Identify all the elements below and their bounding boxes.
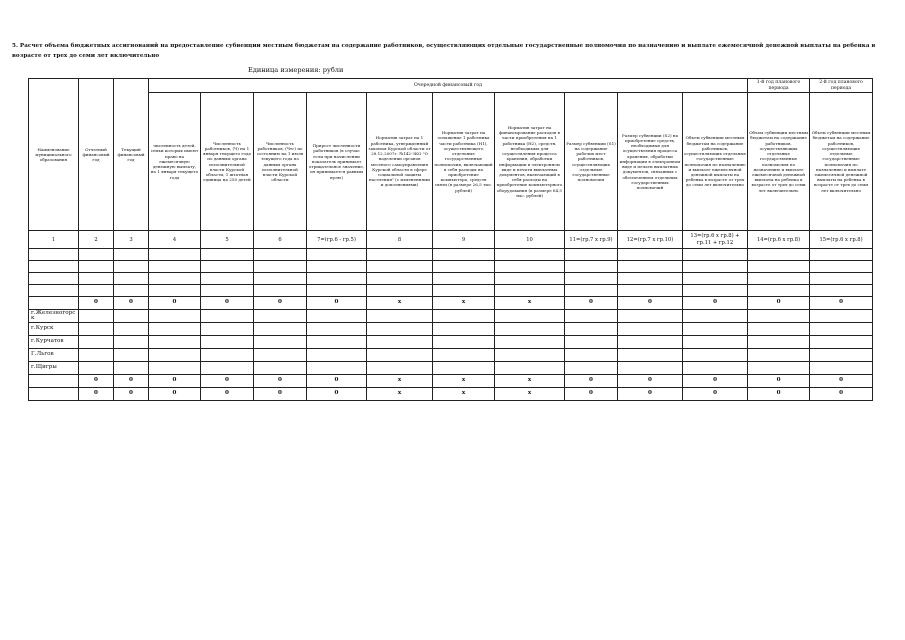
summary-cell: 0 (201, 388, 254, 401)
summary-row (29, 375, 873, 388)
total-cell: 0 (307, 297, 367, 310)
summary-cell: х (367, 388, 433, 401)
blank-row (29, 285, 873, 297)
total-cell: 0 (748, 297, 810, 310)
header-col-4: численность детей, семьи которых имеют право на ежемесячную денежную выплату, на 1 января текущего года (149, 93, 201, 231)
header-col-13: Объем субвенции местным бюджетам на содержание работников, осуществляющих отдельные государственные полномочия по назначению и выплате ежемесячной денежной выплаты на ребенка в возрасте от трех до семи лет включительно (683, 93, 748, 231)
header-col-8: Норматив затрат на 1 работника, утвержденный законом Курской области от 28.12.2007г. №142-ЗКО "О наделении органов местного самоуправления Курской области в сфере социальной защиты населения" (с изменениями и дополнениями) (367, 93, 433, 231)
municipality-row (29, 323, 873, 336)
column-number: 3 (114, 231, 149, 249)
blank-row (29, 261, 873, 273)
municipality-name: г.Железногорск (29, 310, 79, 323)
column-number: 8 (367, 231, 433, 249)
column-number-row (29, 231, 873, 249)
municipality-name: г.Курчатов (29, 336, 79, 349)
summary-cell: 0 (565, 375, 618, 388)
municipality-row (29, 336, 873, 349)
header-col-15: Объем субвенции местным бюджетам на содержание работников, осуществляющих отдельные государственные полномочия по назначению и выплате ежемесячной денежной выплаты на ребенка в возрасте от трех до семи лет включительно (810, 93, 873, 231)
header-current-year: Текущий финансовый год (114, 79, 149, 231)
summary-cell: 0 (683, 388, 748, 401)
column-number: 1 (29, 231, 79, 249)
header-col-5: Численность работников, (Ч) на 1 января текущего года по данным органа исполнительной власти Курской области, 1 штатная единица на 250 детей (201, 93, 254, 231)
summary-cell: 0 (149, 375, 201, 388)
municipality-row (29, 362, 873, 375)
summary-cell: 0 (565, 388, 618, 401)
header-col-10: Норматив затрат на финансирование расходов в части приобретения на 1 работника (Н2), средств, необходимых для осуществления процесса хранения, обработки информации в электронном виде и печати выплатных документов, включающий в себя расходы на приобретение компьютерного оборудования (в размере 64,5 тыс. рублей) (495, 93, 565, 231)
summary-cell: х (367, 375, 433, 388)
total-cell: 0 (810, 297, 873, 310)
total-cell: 0 (618, 297, 683, 310)
summary-cell: 0 (748, 375, 810, 388)
total-cell: 0 (114, 297, 149, 310)
column-number: 4 (149, 231, 201, 249)
total-cell: 0 (201, 297, 254, 310)
municipality-name: г.Курск (29, 323, 79, 336)
column-number: 10 (495, 231, 565, 249)
summary-cell (29, 388, 79, 401)
header-row-top (29, 79, 873, 93)
summary-cell: 0 (254, 375, 307, 388)
summary-row (29, 388, 873, 401)
total-cell: х (433, 297, 495, 310)
total-cell (29, 297, 79, 310)
page-title: 5. Расчет объема бюджетных ассигнований на предоставление субвенции местным бюджетам на содержание работников, осуществляющих отдельные государственные полномочия по назначению и выплате ежемесячной денежной выплаты на ребенка в возрасте от трех до семи лет включительно (12, 43, 876, 59)
header-col-7: Прирост численности работников (в случае если при начислении показатель принимает отрицательное значение, он принимается равным нулю) (307, 93, 367, 231)
summary-cell: 0 (307, 375, 367, 388)
municipality-row (29, 310, 873, 323)
header-col-6: Численность работников, (Чтс) по состоянию на 1 июля текущего года по данным органа исполнительной власти Курской области (254, 93, 307, 231)
header-col-14: Объем субвенции местным бюджетам на содержание работников, осуществляющих отдельные государственные полномочия по назначению и выплате ежемесячной денежной выплаты на ребенка в возрасте от трех до семи лет включительно (748, 93, 810, 231)
blank-row (29, 273, 873, 285)
total-row (29, 297, 873, 310)
summary-cell: 0 (810, 375, 873, 388)
column-number: 12=(гр.7 х гр.10) (618, 231, 683, 249)
calculation-table (28, 78, 873, 401)
summary-cell: х (495, 375, 565, 388)
municipality-row (29, 349, 873, 362)
summary-cell: х (495, 388, 565, 401)
column-number: 7=(гр.6 - гр.5) (307, 231, 367, 249)
header-col-9: Норматив затрат на оснащение 1 работника части работника (Н1), осуществляющего отдельные государственные полномочия, включающий в себя расходы на приобретение компьютера, средств связи (в размере 26,5 тыс. рублей) (433, 93, 495, 231)
header-col-12: Размер субвенции (S2) на приобретение средств, необходимых для осуществления процесса хранения, обработки информации в электронном виде и печати выплатных документов, связанных с обеспечением отдельных государственных полномочий (618, 93, 683, 231)
summary-cell: 0 (748, 388, 810, 401)
header-next-year: Очередной финансовый год (149, 79, 748, 93)
unit-label: Единица измерения: рубли (248, 66, 344, 74)
summary-cell: 0 (79, 388, 114, 401)
column-number: 9 (433, 231, 495, 249)
total-cell: 0 (79, 297, 114, 310)
header-col-11: Размер субвенции (S1) на содержание рабочих мест работников, осуществляющих отдельные государственные полномочия (565, 93, 618, 231)
column-number: 11=(гр.7 х гр.9) (565, 231, 618, 249)
municipality-name: Г.Льгов (29, 349, 79, 362)
municipality-name: г.Щигры (29, 362, 79, 375)
summary-cell: 0 (114, 388, 149, 401)
header-name: Наименование муниципального образования (29, 79, 79, 231)
summary-cell: х (433, 375, 495, 388)
summary-cell (29, 375, 79, 388)
column-number: 5 (201, 231, 254, 249)
summary-cell: 0 (201, 375, 254, 388)
column-number: 2 (79, 231, 114, 249)
summary-cell: 0 (254, 388, 307, 401)
total-cell: х (495, 297, 565, 310)
summary-cell: 0 (307, 388, 367, 401)
summary-cell: 0 (149, 388, 201, 401)
total-cell: 0 (683, 297, 748, 310)
header-report-year: Отчетный финансовый год (79, 79, 114, 231)
header-row-detail (29, 93, 873, 231)
column-number: 6 (254, 231, 307, 249)
summary-cell: 0 (618, 388, 683, 401)
summary-cell: 0 (810, 388, 873, 401)
summary-cell: 0 (79, 375, 114, 388)
column-number: 15=(гр.6 х гр.8) (810, 231, 873, 249)
blank-row (29, 249, 873, 261)
total-cell: 0 (254, 297, 307, 310)
summary-cell: 0 (683, 375, 748, 388)
summary-cell: 0 (618, 375, 683, 388)
column-number: 14=(гр.6 х гр.8) (748, 231, 810, 249)
header-plan-year-1: 1-й год планового периода (748, 79, 810, 93)
total-cell: 0 (149, 297, 201, 310)
total-cell: х (367, 297, 433, 310)
summary-cell: х (433, 388, 495, 401)
summary-cell: 0 (114, 375, 149, 388)
total-cell: 0 (565, 297, 618, 310)
header-plan-year-2: 2-й год планового периода (810, 79, 873, 93)
column-number: 13=(гр.6 х гр.8) + гр.11 + гр.12 (683, 231, 748, 249)
